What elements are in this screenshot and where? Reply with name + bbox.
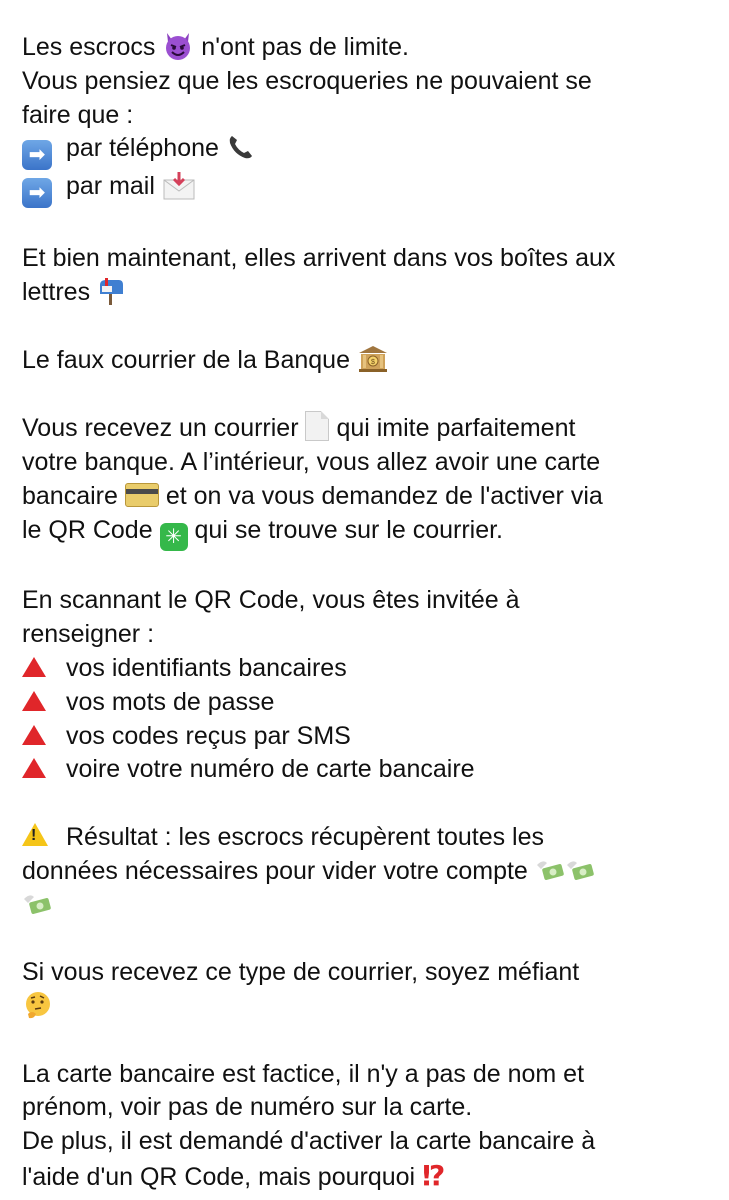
- svg-text:$: $: [371, 358, 375, 366]
- list-item-text: vos codes reçus par SMS: [66, 721, 351, 750]
- text-line: [22, 821, 707, 855]
- list-item: [22, 132, 707, 170]
- paragraph-conclusion: [22, 1058, 707, 1195]
- text-line: Vous pensiez que les escroqueries ne pouvaient se: [22, 66, 592, 95]
- paragraph-description: [22, 411, 707, 550]
- text-line: prénom, voir pas de numéro sur la carte.: [22, 1093, 473, 1122]
- text-line: [22, 30, 707, 65]
- paragraph-mailbox: [22, 242, 707, 310]
- eight-spoked-asterisk-icon: ✳: [160, 523, 188, 551]
- text-line: faire que :: [22, 100, 134, 129]
- money-with-wings-icon: [535, 857, 565, 885]
- text-segment: le QR Code: [22, 515, 153, 544]
- bank-icon: [357, 344, 389, 374]
- warning-icon: [22, 823, 48, 846]
- thinking-face-icon: [22, 990, 54, 1022]
- list-item-text: vos mots de passe: [66, 687, 275, 716]
- text-line: De plus, il est demandé d'activer la carte bancaire à: [22, 1127, 596, 1156]
- exclamation-question-mark-icon: ⁉: [422, 1159, 446, 1191]
- text-line: [22, 514, 707, 551]
- text-line: renseigner :: [22, 620, 155, 649]
- text-line: votre banque. A l’intérieur, vous allez avoir une carte: [22, 447, 601, 476]
- text-line: [22, 480, 707, 514]
- text-segment: qui se trouve sur le courrier.: [194, 515, 504, 544]
- text-line: [22, 276, 707, 310]
- list-item: [22, 720, 707, 754]
- money-with-wings-icon: [22, 891, 52, 919]
- text-line: [22, 990, 707, 1024]
- text-segment: bancaire: [22, 481, 118, 510]
- text-segment: Vous recevez un courrier: [22, 414, 299, 443]
- list-item: [22, 170, 707, 208]
- mailbox-icon: [97, 277, 125, 305]
- red-triangle-icon: [22, 758, 46, 778]
- text-segment: par mail: [66, 172, 155, 201]
- paragraph-fake-letter: [22, 344, 707, 378]
- paragraph-qr-scan: [22, 584, 707, 787]
- text-segment: lettres: [22, 277, 91, 306]
- page-icon: [305, 411, 329, 441]
- right-arrow-icon: ➡: [22, 140, 52, 170]
- text-line: Et bien maintenant, elles arrivent dans vos boîtes aux: [22, 244, 616, 273]
- red-triangle-icon: [22, 657, 46, 677]
- text-line: Si vous recevez ce type de courrier, soyez méfiant: [22, 958, 580, 987]
- red-triangle-icon: [22, 725, 46, 745]
- text-segment: données nécessaires pour vider votre compte: [22, 856, 528, 885]
- text-line: [22, 411, 707, 446]
- text-line: [22, 1159, 707, 1195]
- text-segment: Le faux courrier de la Banque: [22, 345, 350, 374]
- text-line: [22, 889, 707, 923]
- money-with-wings-icon: [565, 857, 595, 885]
- red-triangle-icon: [22, 691, 46, 711]
- list-item: [22, 753, 707, 787]
- credit-card-icon: [125, 483, 159, 507]
- text-segment: l'aide d'un QR Code, mais pourquoi: [22, 1162, 416, 1191]
- text-segment: Les escrocs: [22, 33, 156, 61]
- list-item-text: vos identifiants bancaires: [66, 653, 347, 682]
- text-segment: par téléphone: [66, 134, 219, 163]
- list-item-text: voire votre numéro de carte bancaire: [66, 755, 475, 784]
- paragraph-result: [22, 821, 707, 922]
- list-item: [22, 686, 707, 720]
- telephone-receiver-icon: [226, 132, 256, 162]
- list-item: [22, 652, 707, 686]
- text-segment: Résultat : les escrocs récupèrent toutes les: [66, 822, 545, 851]
- paragraph-intro: [22, 30, 707, 208]
- text-segment: n'ont pas de limite.: [201, 33, 409, 61]
- text-line: [22, 855, 707, 889]
- incoming-envelope-icon: [162, 171, 196, 201]
- smiling-face-with-horns-icon: [162, 30, 194, 62]
- text-segment: et on va vous demandez de l'activer via: [165, 481, 603, 510]
- text-segment: qui imite parfaitement: [336, 414, 576, 443]
- text-line: En scannant le QR Code, vous êtes invitée à: [22, 586, 520, 615]
- text-line: La carte bancaire est factice, il n'y a pas de nom et: [22, 1059, 585, 1088]
- right-arrow-icon: ➡: [22, 178, 52, 208]
- text-line: [22, 344, 707, 378]
- paragraph-caution: [22, 956, 707, 1024]
